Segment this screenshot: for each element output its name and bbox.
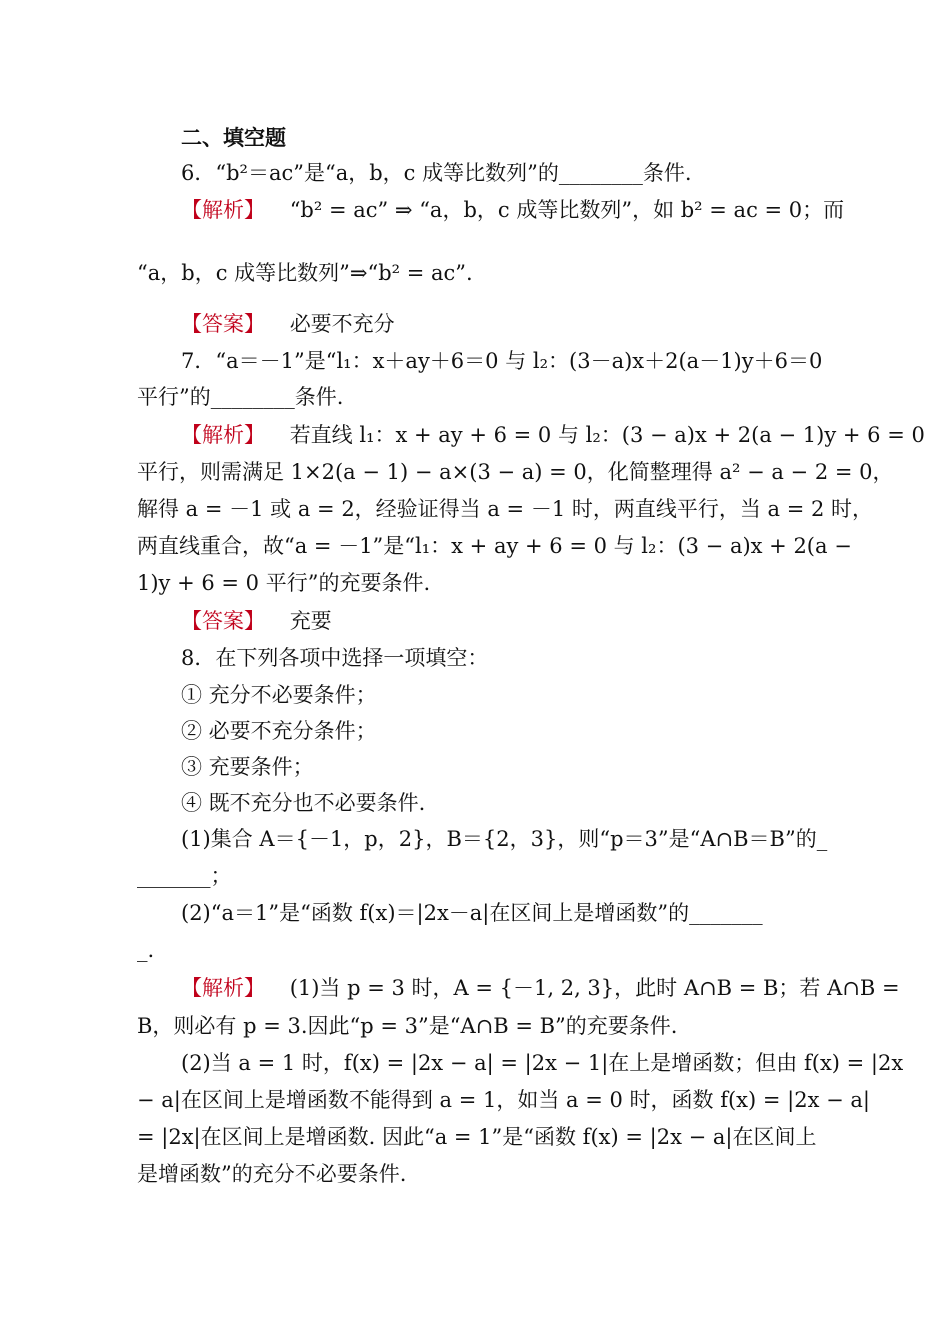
q6-analysis-row [181, 195, 845, 225]
q7-answer: 充要 [289, 609, 332, 633]
q7-answer-label: 【答案】 [181, 609, 265, 633]
q8-option: ③ 充要条件； [181, 755, 314, 779]
q6-analysis-line2: “a，b，c 成等比数列”⇒“b² = ac”. [137, 261, 473, 285]
q8-analysis-line4: − a|在区间上是增函数不能得到 a = 1，如当 a = 0 时，函数 f(x) = |2x − a| [137, 1088, 870, 1112]
q7-stem-line2: 平行”的________条件. [137, 385, 344, 409]
q6-analysis-line1: “b² = ac” ⇒ “a，b，c 成等比数列”，如 b² = ac = 0；而 [289, 198, 845, 222]
q8-analysis-line6: 是增函数”的充分不必要条件. [137, 1162, 407, 1186]
q8-analysis-row [181, 973, 900, 1003]
q8-sub2-line2: _. [137, 938, 155, 962]
q7-analysis-row [181, 420, 925, 450]
q7-stem-line1: 7．“a＝－1”是“l₁：x＋ay＋6＝0 与 l₂：(3－a)x＋2(a－1)y＋6＝0 [181, 349, 823, 373]
q8-sub1-line2: _______； [137, 864, 232, 888]
q7-analysis-line1: 若直线 l₁：x + ay + 6 = 0 与 l₂：(3 − a)x + 2(a − 1)y + 6 = 0 [289, 423, 925, 447]
q7-analysis-line4: 两直线重合，故“a = －1”是“l₁：x + ay + 6 = 0 与 l₂：(3 − a)x + 2(a − [137, 534, 852, 558]
q6-answer: 必要不充分 [289, 312, 395, 336]
q8-stem: 8．在下列各项中选择一项填空： [181, 646, 489, 670]
q8-option: ① 充分不必要条件； [181, 683, 377, 707]
q7-analysis-line3: 解得 a = －1 或 a = 2，经验证得当 a = －1 时，两直线平行，当 a = 2 时， [137, 497, 874, 521]
q8-option: ② 必要不充分条件； [181, 719, 377, 743]
q6-stem: 6．“b²＝ac”是“a，b，c 成等比数列”的________条件. [181, 161, 692, 185]
q6-answer-label: 【答案】 [181, 312, 265, 336]
q8-analysis-line1: (1)当 p = 3 时，A = {－1, 2, 3}，此时 A∩B = B；若 A∩B = [289, 976, 900, 1000]
q6-analysis-label: 【解析】 [181, 198, 265, 222]
section-title: 二、填空题 [181, 126, 286, 150]
q8-option: ④ 既不充分也不必要条件. [181, 791, 426, 815]
q8-analysis-label: 【解析】 [181, 976, 265, 1000]
q6-answer-row [181, 309, 815, 339]
q8-sub2-line1: (2)“a＝1”是“函数 f(x)＝|2x－a|在区间上是增函数”的_______ [181, 901, 763, 925]
q7-analysis-line5: 1)y + 6 = 0 平行”的充要条件. [137, 571, 431, 595]
q7-answer-row [181, 606, 815, 636]
q7-analysis-label: 【解析】 [181, 423, 265, 447]
q8-analysis-line2: B，则必有 p = 3.因此“p = 3”是“A∩B = B”的充要条件. [137, 1014, 678, 1038]
q8-analysis-line3: (2)当 a = 1 时，f(x) = |2x − a| = |2x − 1|在上是增函数；但由 f(x) = |2x [181, 1051, 904, 1075]
q7-analysis-line2: 平行，则需满足 1×2(a − 1) − a×(3 − a) = 0，化简整理得 a² − a − 2 = 0， [137, 460, 894, 484]
q8-sub1-line1: (1)集合 A＝{－1，p，2}，B＝{2，3}，则“p＝3”是“A∩B＝B”的_ [181, 827, 828, 851]
q8-analysis-line5: = |2x|在区间上是增函数. 因此“a = 1”是“函数 f(x) = |2x − a|在区间上 [137, 1125, 817, 1149]
